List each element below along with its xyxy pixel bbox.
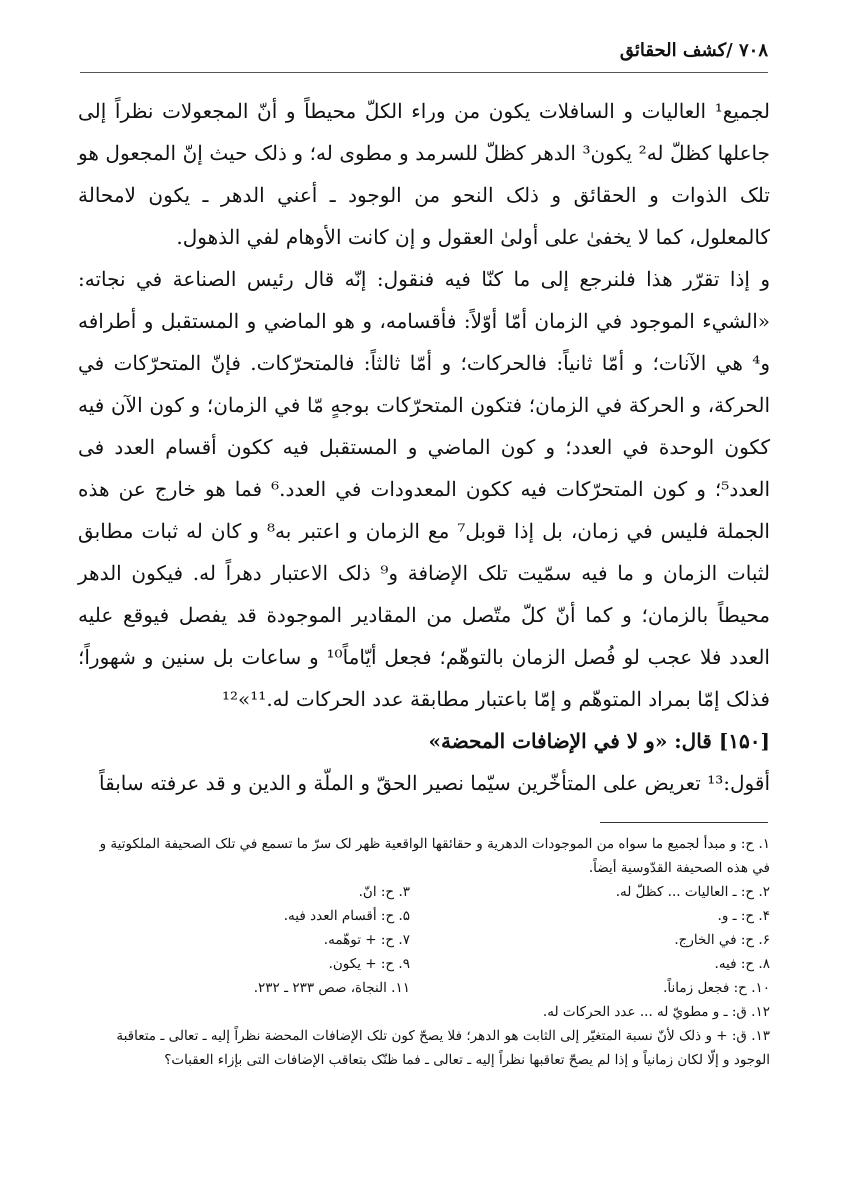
footnote-8: ۸. ح: فیه. bbox=[714, 956, 770, 972]
header-rule bbox=[80, 72, 768, 73]
running-header: ۷۰۸ /کشف الحقائق bbox=[619, 40, 768, 61]
footnote-13: ۱۳. ق: + و ذلک لأنّ نسبة المتغیّر إلی الثابت هو الدهر؛ فلا یصحّ کون تلک الإضافات المحضة نظراً إلیه ـ تعالی ـ متعاقبة الوجود و إلّا لکان زمانیاً و إذا لم یصحّ تعاقبها نظراً إلیه ـ تعالی ـ فما ظنّک بتعاقب الإضافات التی بإزاء العقبات؟ bbox=[116, 1028, 770, 1068]
footnotes bbox=[78, 832, 770, 1072]
paragraph-1: لجمیع¹ العالیات و السافلات یکون من وراء الکلّ محیطاً و أنّ المجعولات نظراً إلی جاعلها کظلّ له² یکون³ الدهر کظلّ للسرمد و مطوی له؛ و ذلک حیث إنّ المجعول هو تلک الذوات و الحقائق و ذلک النحو من الوجود ـ أعني الدهر ـ یکون لامحالة کالمعلول، کما لا یخفیٰ علی أولیٰ العقول و إن کانت الأوهام لفي الذهول. bbox=[78, 99, 770, 249]
footnote-5: ۵. ح: أقسام العدد فیه. bbox=[283, 908, 410, 924]
footnote-7: ۷. ح: + توهّمه. bbox=[323, 932, 410, 948]
footnote-12: ۱۲. ق: ـ و مطويّ له ... عدد الحرکات له. bbox=[542, 1004, 770, 1020]
main-text bbox=[78, 90, 770, 804]
footnote-2: ۲. ح: ـ العالیات ... کظلّ له. bbox=[615, 884, 770, 900]
paragraph-2: و إذا تقرّر هذا فلنرجع إلی ما کنّا فیه فنقول: إنّه قال رئیس الصناعة في نجاته: «الشيء الموجود في الزمان أمّا أوّلاً: فأقسامه، و هو الماضي و المستقبل و أطرافه و⁴ هي الآنات؛ و أمّا ثانیاً: فالحرکات؛ و أمّا ثالثاً: فالمتحرّکات. فإنّ المتحرّکات في الحرکة، و الحرکة في الزمان؛ فتکون المتحرّکات بوجهٍ مّا في الزمان؛ و کون الآن فیه ککون الوحدة في العدد؛ و کون الماضي و المستقبل فیه ککون أقسام العدد فی العدد⁵؛ و کون المتحرّکات فیه ککون المعدودات في العدد.⁶ فما هو خارج عن هذه الجملة فلیس في زمان، بل إذا قوبل⁷ مع الزمان و اعتبر به⁸ و کان له ثبات مطابق لثبات الزمان و ما فیه سمّیت تلک الإضافة و⁹ ذلک الاعتبار دهراً له. فیکون الدهر محیطاً بالزمان؛ و کما أنّ کلّ متّصل من المقادیر الموجودة قد یفصل فیوقع علیه العدد فلا عجب لو فُصل الزمان بالتوهّم؛ فجعل أیّاماً¹⁰ و ساعات بل سنین و شهوراً؛ فذلک إمّا بمراد المتوهّم و إمّا باعتبار مطابقة عدد الحرکات له.¹¹»¹² bbox=[78, 267, 771, 711]
paragraph-3: أقول:¹³ تعریض علی المتأخّرین سیّما نصیر الحقّ و الملّة و الدین و قد عرفته سابقاً bbox=[99, 771, 770, 795]
footnote-6: ۶. ح: في الخارج. bbox=[674, 932, 770, 948]
footnote-3: ۳. ح: انّ. bbox=[358, 884, 410, 900]
section-title: [۱۵۰] قال: «و لا في الإضافات المحضة» bbox=[428, 729, 770, 753]
footnote-9: ۹. ح: + یکون. bbox=[328, 956, 410, 972]
footnote-grid bbox=[78, 880, 770, 1024]
footnote-4: ۴. ح: ـ و. bbox=[717, 908, 770, 924]
footnote-11: ۱۱. النجاة، صص ۲۳۳ ـ ۲۳۲. bbox=[253, 980, 410, 996]
footnote-10: ۱۰. ح: فجعل زماناً. bbox=[663, 980, 770, 996]
footnote-1: ۱. ح: و مبدأ لجمیع ما سواه من الموجودات الدهریة و حقائقها الواقعیة ظهر لک سرّ ما تسمع في تلک الصحیفة الملکوتیة و في هذه الصحیفة القدّوسیة أیضاً. bbox=[99, 836, 770, 876]
footnote-rule bbox=[600, 822, 768, 823]
